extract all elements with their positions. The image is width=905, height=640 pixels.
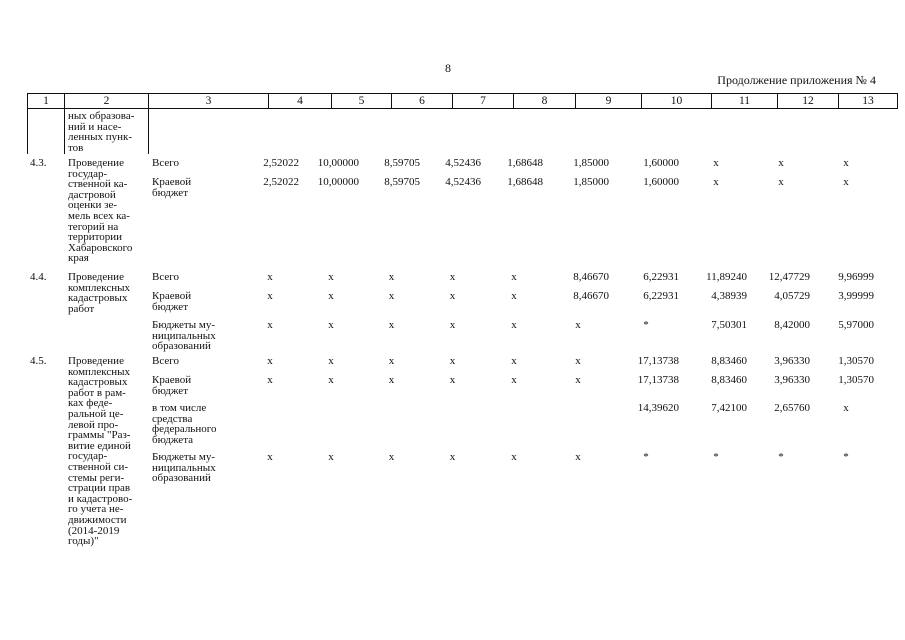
value-cell: 4,52436 <box>445 176 481 188</box>
value-cell: x <box>388 290 395 302</box>
row-name-line: комплексных <box>68 365 131 378</box>
value-cell: 7,50301 <box>711 319 747 331</box>
row-name-line: ральной це- <box>68 408 124 420</box>
row-name-line: работ <box>68 302 95 315</box>
value-cell: x <box>388 271 395 283</box>
value-cell: x <box>328 271 334 283</box>
value-cell: x <box>267 374 273 386</box>
header-cell-1: 1 <box>28 94 65 109</box>
header-cell-8: 8 <box>514 94 576 109</box>
value-cell: 4,05729 <box>774 290 810 302</box>
carryover-line: ний и насе- <box>68 120 122 133</box>
row-name-line: го учета не- <box>68 503 124 516</box>
value-cell: x <box>328 355 334 367</box>
value-cell: x <box>843 402 849 414</box>
header-cell-11: 11 <box>712 94 778 109</box>
value-cell: x <box>449 271 456 283</box>
value-cell: 11,89240 <box>706 271 747 283</box>
funding-label-line: средства <box>152 412 193 425</box>
funding-label-line: Всего <box>152 355 179 367</box>
value-cell: x <box>575 374 581 386</box>
row-name-line: движимости <box>68 514 127 526</box>
value-cell: x <box>843 157 849 169</box>
value-cell: 6,22931 <box>643 290 679 302</box>
value-cell: * <box>643 451 649 463</box>
funding-label-line: в том числе <box>152 402 207 414</box>
value-cell: x <box>511 271 517 283</box>
row-name-line: кадастровых <box>68 292 128 305</box>
carryover-left-border <box>27 109 28 154</box>
value-cell: x <box>267 290 273 302</box>
funding-label-line: Всего <box>152 271 179 283</box>
value-cell: 14,39620 <box>637 402 679 414</box>
row-name-line: и кадастрово- <box>68 492 133 505</box>
carryover-line: тов <box>68 141 84 154</box>
value-cell: x <box>778 176 784 188</box>
value-cell: 10,00000 <box>317 157 359 169</box>
carryover-divider-1 <box>64 109 65 154</box>
row-name-line: годы)" <box>68 535 99 548</box>
value-cell: 1,85000 <box>573 157 609 169</box>
value-cell: * <box>713 451 719 463</box>
funding-label-line: Краевой <box>152 176 192 188</box>
value-cell: 3,96330 <box>774 374 810 386</box>
value-cell: 17,13738 <box>637 355 679 367</box>
row-name-line: оценки зе- <box>68 199 118 212</box>
value-cell: 8,83460 <box>711 355 747 367</box>
value-cell: x <box>267 451 273 463</box>
row-name-line: ственной си- <box>68 461 129 473</box>
value-cell: x <box>575 319 581 331</box>
header-cell-5: 5 <box>332 94 392 109</box>
row-name-line: левой про- <box>68 418 119 431</box>
value-cell: 1,30570 <box>838 355 874 367</box>
funding-label-line: бюджета <box>152 433 194 446</box>
value-cell: x <box>388 355 395 367</box>
header-cell-7: 7 <box>453 94 514 109</box>
row-name-line: Проведение <box>68 355 124 367</box>
funding-label-line: федерального <box>152 423 217 436</box>
value-cell: x <box>449 451 456 463</box>
carryover-line: ных образова- <box>68 110 135 122</box>
row-name-line: государ- <box>68 167 108 180</box>
row-name-line: ках феде- <box>68 397 113 410</box>
value-cell: x <box>449 290 456 302</box>
funding-label-line: Краевой <box>152 290 192 302</box>
value-cell: * <box>843 451 849 463</box>
funding-label-line: Бюджеты му- <box>152 319 215 331</box>
value-cell: 3,96330 <box>774 355 810 367</box>
funding-label-line: Всего <box>152 157 179 169</box>
value-cell: x <box>511 319 517 331</box>
funding-label-line: ниципальных <box>152 329 216 342</box>
row-name-line: Проведение <box>68 157 124 169</box>
funding-label-line: бюджет <box>152 300 188 313</box>
row-number: 4.3. <box>30 157 47 169</box>
value-cell: x <box>449 355 456 367</box>
value-cell: x <box>449 319 456 331</box>
page-number: 8 <box>445 61 451 75</box>
carryover-divider-2 <box>148 109 149 154</box>
value-cell: 8,59705 <box>384 157 420 169</box>
value-cell: 3,99999 <box>838 290 874 302</box>
value-cell: x <box>713 176 719 188</box>
header-cell-3: 3 <box>149 94 269 109</box>
value-cell: x <box>575 451 581 463</box>
header-cell-4: 4 <box>269 94 332 109</box>
row-name-line: витие единой <box>68 439 131 452</box>
row-name-line: государ- <box>68 450 108 463</box>
value-cell: 1,30570 <box>838 374 874 386</box>
header-cell-2: 2 <box>65 94 149 109</box>
value-cell: 8,46670 <box>573 290 609 302</box>
funding-label-line: Бюджеты му- <box>152 451 215 463</box>
value-cell: 8,42000 <box>774 319 810 331</box>
value-cell: x <box>511 374 517 386</box>
row-name-line: тегорий на <box>68 220 119 233</box>
value-cell: x <box>328 451 334 463</box>
row-name-line: края <box>68 252 89 265</box>
value-cell: 2,52022 <box>263 157 299 169</box>
value-cell: * <box>778 451 784 463</box>
value-cell: x <box>511 451 517 463</box>
funding-label-line: бюджет <box>152 186 188 199</box>
value-cell: 6,22931 <box>643 271 679 283</box>
row-name-line: работ в рам- <box>68 386 126 399</box>
row-name-line: ственной ка- <box>68 178 128 191</box>
value-cell: x <box>267 271 273 283</box>
value-cell: x <box>843 176 849 188</box>
value-cell: 8,59705 <box>384 176 420 188</box>
row-name-line: стемы реги- <box>68 471 125 484</box>
row-name-line: Хабаровского <box>68 241 133 254</box>
row-name-line: комплексных <box>68 281 131 294</box>
funding-label-line: бюджет <box>152 384 188 397</box>
header-cell-13: 13 <box>839 94 898 109</box>
funding-label-line: образований <box>152 340 211 353</box>
value-cell: 2,52022 <box>263 176 299 188</box>
row-name-line: страции прав <box>68 482 131 495</box>
value-cell: 4,38939 <box>711 290 747 302</box>
funding-label-line: Краевой <box>152 374 192 386</box>
value-cell: x <box>388 451 395 463</box>
continuation-note: Продолжение приложения № 4 <box>717 73 876 87</box>
row-number: 4.5. <box>30 355 47 367</box>
value-cell: x <box>575 355 581 367</box>
value-cell: x <box>328 319 334 331</box>
table-header <box>27 93 898 109</box>
value-cell: * <box>643 319 649 331</box>
value-cell: x <box>388 319 395 331</box>
value-cell: x <box>328 290 334 302</box>
header-cell-12: 12 <box>778 94 839 109</box>
row-name-line: территории <box>68 231 123 244</box>
value-cell: x <box>778 157 784 169</box>
value-cell: 1,60000 <box>643 157 679 169</box>
value-cell: 10,00000 <box>317 176 359 188</box>
value-cell: x <box>267 319 273 331</box>
value-cell: 17,13738 <box>637 374 679 386</box>
funding-label-line: образований <box>152 472 211 485</box>
row-name-line: дастровой <box>68 188 116 201</box>
value-cell: x <box>328 374 334 386</box>
header-cell-9: 9 <box>576 94 642 109</box>
value-cell: 8,83460 <box>711 374 747 386</box>
row-name-line: Проведение <box>68 271 124 283</box>
value-cell: 9,96999 <box>838 271 874 283</box>
value-cell: 1,60000 <box>643 176 679 188</box>
row-name-line: мель всех ка- <box>68 210 130 222</box>
value-cell: 8,46670 <box>573 271 609 283</box>
value-cell: 7,42100 <box>711 402 747 414</box>
row-number: 4.4. <box>30 271 47 283</box>
value-cell: 4,52436 <box>445 157 481 169</box>
value-cell: x <box>388 374 395 386</box>
value-cell: x <box>449 374 456 386</box>
value-cell: 2,65760 <box>774 402 810 414</box>
value-cell: 1,85000 <box>573 176 609 188</box>
value-cell: x <box>511 290 517 302</box>
value-cell: x <box>713 157 719 169</box>
value-cell: 12,47729 <box>768 271 810 283</box>
value-cell: 1,68648 <box>507 176 543 188</box>
carryover-line: ленных пунк- <box>68 131 133 144</box>
value-cell: x <box>267 355 273 367</box>
funding-label-line: ниципальных <box>152 461 216 474</box>
value-cell: x <box>511 355 517 367</box>
value-cell: 5,97000 <box>838 319 874 331</box>
header-cell-6: 6 <box>392 94 453 109</box>
row-name-line: кадастровых <box>68 376 128 389</box>
header-cell-10: 10 <box>642 94 712 109</box>
row-name-line: (2014-2019 <box>68 524 120 537</box>
value-cell: 1,68648 <box>507 157 543 169</box>
row-name-line: граммы "Раз- <box>68 429 131 442</box>
